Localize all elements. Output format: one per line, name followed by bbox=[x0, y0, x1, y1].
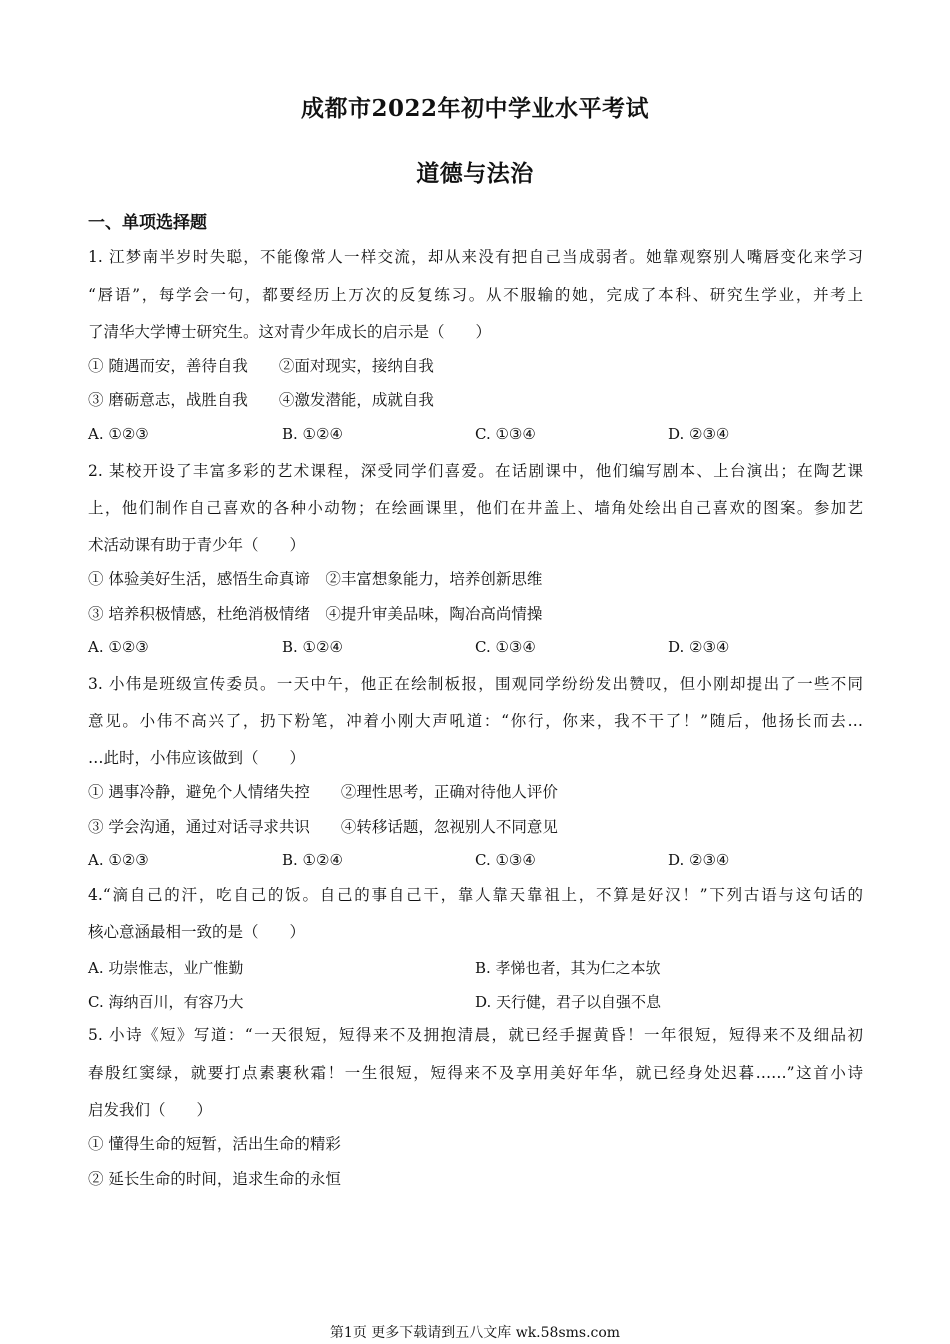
question-text: 2. 某校开设了丰富多彩的艺术课程，深受同学们喜爱。在话剧课中，他们编写剧本、上台演出；在陶艺课 bbox=[88, 462, 863, 480]
question-text: 4.“滴自己的汗，吃自己的饭。自己的事自己干，靠人靠天靠祖上，不算是好汉！”下列古语与这句话的 bbox=[88, 886, 863, 904]
question-text: 春殷红窦绿，就要打点素裹秋霜！一生很短，短得来不及享用美好年华，就已经身处迟暮……”这首小诗 bbox=[88, 1064, 863, 1082]
question-text: 3. 小伟是班级宣传委员。一天中午，他正在绘制板报，围观同学纷纷发出赞叹，但小刚却提出了一些不同 bbox=[88, 675, 863, 693]
question-text: 了清华大学博士研究生。这对青少年成长的启示是（ ） bbox=[88, 323, 492, 341]
question-text: …此时，小伟应该做到（ ） bbox=[88, 749, 306, 767]
answer-option-a: A. ①②③ bbox=[88, 638, 149, 656]
page-footer: 第1页 更多下载请到五八文库 wk.58sms.com bbox=[329, 1325, 621, 1341]
choice-statement: ③ 学会沟通，通过对话寻求共识 ④转移话题，忽视别人不同意见 bbox=[88, 818, 558, 836]
exam-title: 成都市2022年初中学业水平考试 bbox=[300, 95, 649, 122]
answer-option-b: B. 孝悌也者，其为仁之本欤 bbox=[475, 959, 661, 977]
answer-option-d: D. ②③④ bbox=[668, 425, 730, 443]
choice-statement: ③ 磨砺意志，战胜自我 ④激发潜能，成就自我 bbox=[88, 391, 434, 409]
answer-option-d: D. ②③④ bbox=[668, 851, 730, 869]
choice-statement: ① 随遇而安，善待自我 ②面对现实，接纳自我 bbox=[88, 357, 434, 375]
question-text: 5. 小诗《短》写道：“一天很短，短得来不及拥抱清晨，就已经手握黄昏！一年很短，短得来不及细品初 bbox=[88, 1026, 863, 1044]
exam-subject: 道德与法治 bbox=[416, 160, 534, 187]
choice-statement: ③ 培养积极情感，杜绝消极情绪 ④提升审美品味，陶冶高尚情操 bbox=[88, 605, 543, 623]
choice-statement: ① 懂得生命的短暂，活出生命的精彩 bbox=[88, 1135, 341, 1153]
choice-statement: ② 延长生命的时间，追求生命的永恒 bbox=[88, 1170, 341, 1188]
section-heading: 一、单项选择题 bbox=[88, 213, 207, 233]
question-text: 上，他们制作自己喜欢的各种小动物；在绘画课里，他们在井盖上、墙角处绘出自己喜欢的图案。参加艺 bbox=[88, 499, 863, 517]
answer-option-c: C. ①③④ bbox=[475, 638, 536, 656]
answer-option-d: D. 天行健，君子以自强不息 bbox=[475, 993, 662, 1011]
answer-option-b: B. ①②④ bbox=[282, 638, 343, 656]
question-text: 意见。小伟不高兴了，扔下粉笔，冲着小刚大声吼道：“你行，你来，我不干了！”随后，他扬长而去… bbox=[88, 712, 863, 730]
answer-option-b: B. ①②④ bbox=[282, 851, 343, 869]
choice-statement: ① 遇事冷静，避免个人情绪失控 ②理性思考，正确对待他人评价 bbox=[88, 783, 558, 801]
question-text: 核心意涵最相一致的是（ ） bbox=[88, 923, 306, 941]
answer-option-c: C. 海纳百川，有容乃大 bbox=[88, 993, 244, 1011]
answer-option-d: D. ②③④ bbox=[668, 638, 730, 656]
answer-option-a: A. 功崇惟志，业广惟勤 bbox=[88, 959, 244, 977]
answer-option-a: A. ①②③ bbox=[88, 851, 149, 869]
answer-option-c: C. ①③④ bbox=[475, 425, 536, 443]
choice-statement: ① 体验美好生活，感悟生命真谛 ②丰富想象能力，培养创新思维 bbox=[88, 570, 543, 588]
answer-option-a: A. ①②③ bbox=[88, 425, 149, 443]
question-text: 术活动课有助于青少年（ ） bbox=[88, 536, 306, 554]
question-text: 启发我们（ ） bbox=[88, 1101, 213, 1119]
answer-option-b: B. ①②④ bbox=[282, 425, 343, 443]
question-text: 1. 江梦南半岁时失聪，不能像常人一样交流，却从来没有把自己当成弱者。她靠观察别人嘴唇变化来学习 bbox=[88, 248, 863, 266]
answer-option-c: C. ①③④ bbox=[475, 851, 536, 869]
question-text: “唇语”，每学会一句，都要经历上万次的反复练习。从不服输的她，完成了本科、研究生学业，并考上 bbox=[88, 286, 863, 304]
